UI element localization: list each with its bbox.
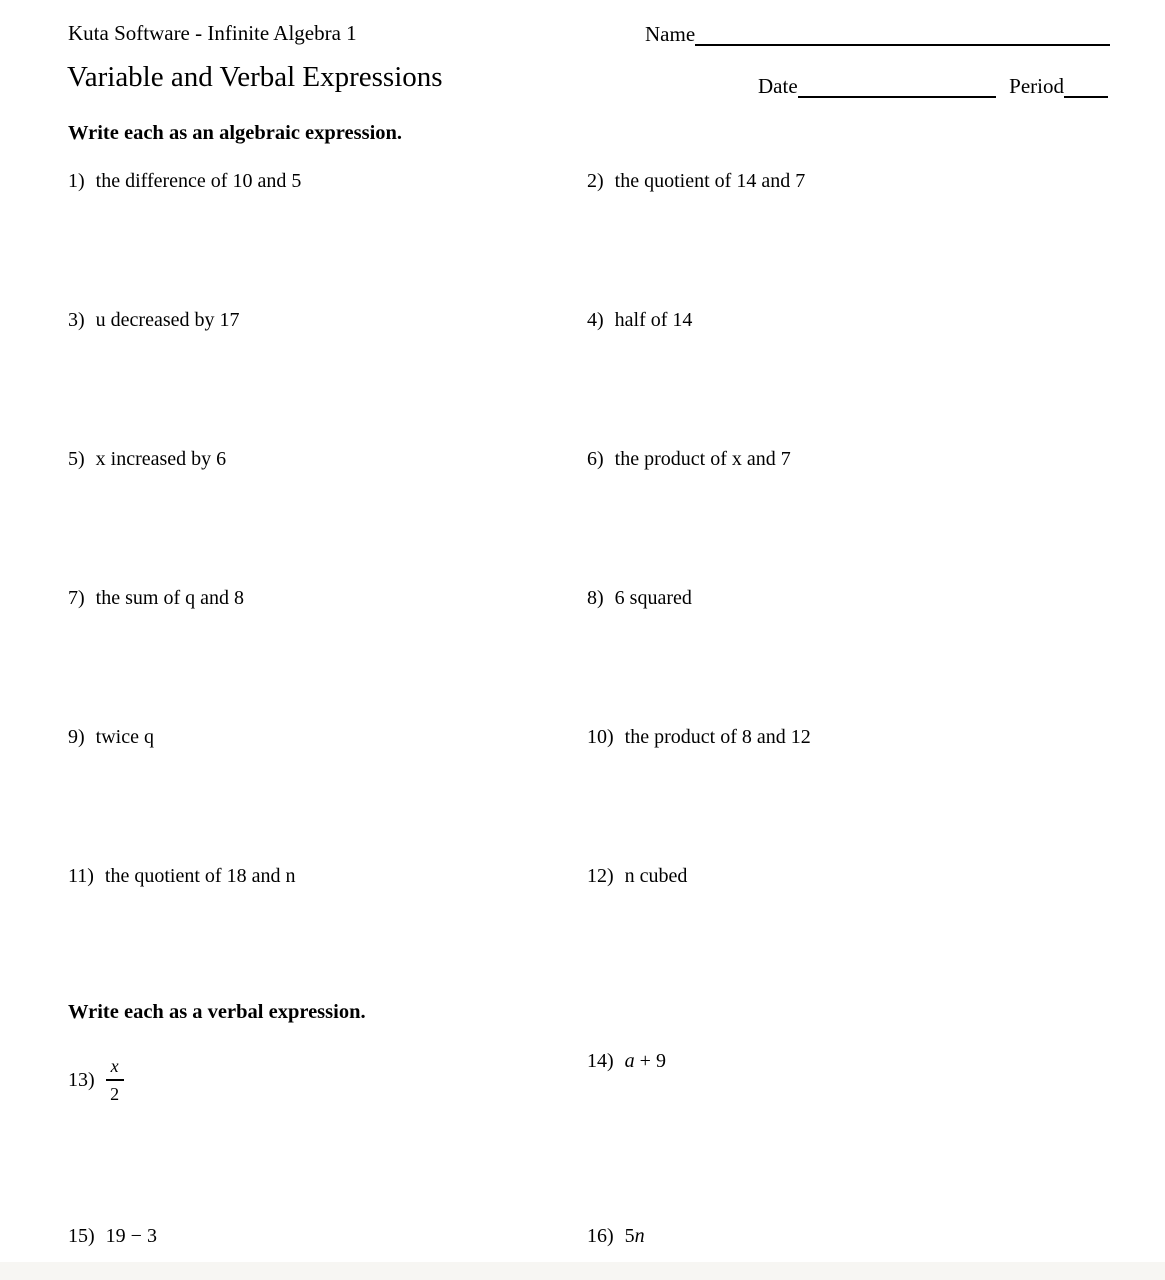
problem-number: 4) <box>587 309 604 331</box>
problem-10 <box>587 725 811 749</box>
problem-6 <box>587 447 791 471</box>
problem-2 <box>587 169 805 193</box>
math-variable: a <box>624 1050 635 1072</box>
problem-number: 2) <box>587 170 604 192</box>
problem-text: twice q <box>95 726 154 748</box>
problem-text: the product of 8 and 12 <box>624 726 811 748</box>
problem-7 <box>68 586 244 610</box>
name-blank-line <box>695 23 1110 46</box>
problem-number: 7) <box>68 587 85 609</box>
name-label: Name <box>645 22 696 46</box>
page-bottom-edge <box>0 1262 1165 1280</box>
problem-16 <box>587 1224 645 1248</box>
math-rest: + 9 <box>634 1050 666 1072</box>
fraction-denominator: 2 <box>110 1084 120 1104</box>
problem-number: 10) <box>587 726 614 748</box>
problem-text: x increased by 6 <box>95 448 227 470</box>
period-label: Period <box>1009 74 1064 98</box>
problem-text: the quotient of 18 and n <box>104 865 296 887</box>
problem-text: the quotient of 14 and 7 <box>614 170 806 192</box>
verbal-section-heading: Write each as a verbal expression. <box>68 1001 366 1023</box>
problem-expression <box>625 1049 666 1073</box>
problem-14 <box>587 1049 666 1073</box>
problem-number: 1) <box>68 170 85 192</box>
problem-4 <box>587 308 692 332</box>
period-blank-line <box>1064 75 1108 98</box>
name-field <box>645 23 1110 46</box>
problem-number: 16) <box>587 1225 614 1247</box>
date-label: Date <box>758 74 798 98</box>
problem-1 <box>68 169 301 193</box>
problem-5 <box>68 447 226 471</box>
problem-number: 9) <box>68 726 85 748</box>
problem-expression <box>625 1224 645 1248</box>
problem-number: 15) <box>68 1225 95 1247</box>
problem-expression: 19 − 3 <box>105 1225 157 1247</box>
problem-number: 14) <box>587 1050 614 1072</box>
math-variable: n <box>634 1225 645 1247</box>
math-coefficient: 5 <box>624 1225 635 1247</box>
fraction-x-over-2 <box>106 1057 124 1103</box>
problem-number: 3) <box>68 309 85 331</box>
algebraic-section-heading: Write each as an algebraic expression. <box>68 122 403 144</box>
problem-3 <box>68 308 240 332</box>
problem-text: n cubed <box>624 865 688 887</box>
problem-number: 12) <box>587 865 614 887</box>
problem-15 <box>68 1224 157 1248</box>
problem-8 <box>587 586 692 610</box>
kuta-software-header: Kuta Software - Infinite Algebra 1 <box>68 21 357 45</box>
date-period-field <box>758 75 1108 98</box>
fraction-numerator: x <box>106 1057 124 1081</box>
problem-11 <box>68 864 295 888</box>
problem-text: u decreased by 17 <box>95 309 240 331</box>
problem-text: half of 14 <box>614 309 693 331</box>
problem-text: the sum of q and 8 <box>95 587 244 609</box>
problem-number: 5) <box>68 448 85 470</box>
date-blank-line <box>798 75 997 98</box>
problem-13 <box>68 1054 124 1106</box>
page-title: Variable and Verbal Expressions <box>67 61 443 93</box>
problem-number: 13) <box>68 1069 95 1091</box>
problem-number: 11) <box>68 865 94 887</box>
problem-text: 6 squared <box>614 587 692 609</box>
problem-9 <box>68 725 154 749</box>
problem-number: 6) <box>587 448 604 470</box>
problem-text: the product of x and 7 <box>614 448 791 470</box>
problem-number: 8) <box>587 587 604 609</box>
problem-text: the difference of 10 and 5 <box>95 170 302 192</box>
problem-12 <box>587 864 687 888</box>
